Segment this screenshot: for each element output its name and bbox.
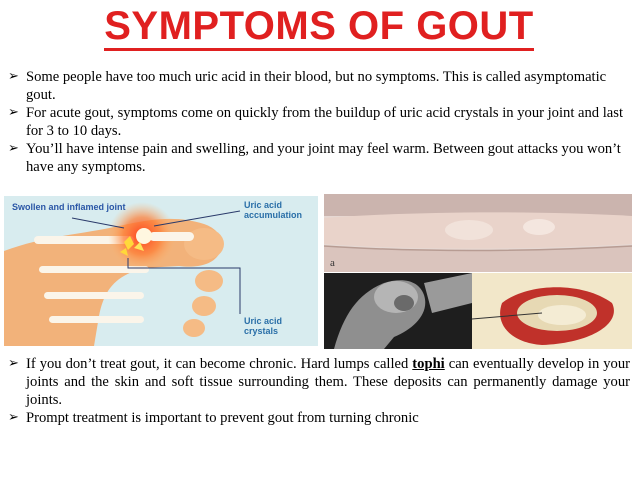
tophi-finger-photo <box>324 194 632 272</box>
arrow-bullet-icon: ➢ <box>8 69 19 84</box>
surgery-tophi-photo <box>472 273 632 349</box>
arrow-bullet-icon: ➢ <box>8 141 19 156</box>
slide-title: SYMPTOMS OF GOUT <box>0 4 638 49</box>
photo-label-a: a <box>330 257 335 269</box>
bullet-item: ➢ For acute gout, symptoms come on quickly from the buildup of uric acid crystals in your joint and last for 3 to 10 days. <box>8 105 624 139</box>
bullet-item: ➢ Prompt treatment is important to prevent gout from turning chronic <box>8 410 419 426</box>
bullet-item: ➢ If you don’t treat gout, it can become chronic. Hard lumps called tophi can eventually develop in your joints and the skin and soft tissue surrounding them. These deposits can permanently damage your joints. <box>8 356 630 408</box>
top-bullet-list <box>8 68 630 176</box>
arrow-bullet-icon: ➢ <box>8 105 19 120</box>
label-uric-acid-accumulation: Uric acid accumulation <box>244 200 303 220</box>
label-uric-acid-crystals: Uric acid crystals <box>244 316 283 336</box>
tophi-term: tophi <box>412 356 445 372</box>
arrow-bullet-icon: ➢ <box>8 356 19 371</box>
gout-foot-diagram <box>4 196 318 346</box>
xray-photo <box>324 273 472 349</box>
bullet-item: ➢ You’ll have intense pain and swelling, and your joint may feel warm. Between gout attacks you won’t have any symptoms. <box>8 141 621 175</box>
bottom-bullet-list <box>8 355 630 427</box>
label-swollen-joint: Swollen and inflamed joint <box>12 202 126 212</box>
arrow-bullet-icon: ➢ <box>8 410 19 425</box>
bullet-item: ➢ Some people have too much uric acid in their blood, but no symptoms. This is called asymptomatic gout. <box>8 69 607 103</box>
